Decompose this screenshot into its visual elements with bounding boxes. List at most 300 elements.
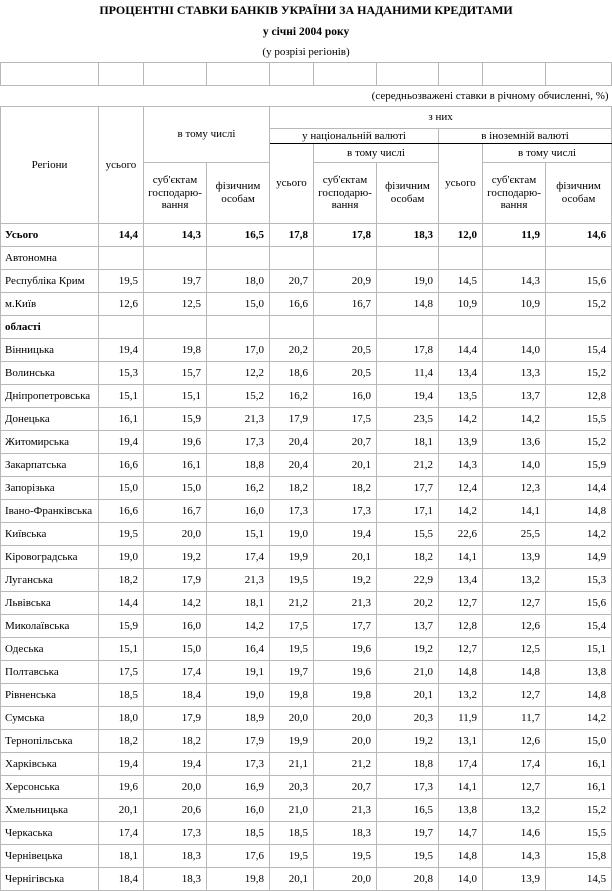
rate-cell: 14,2 xyxy=(439,500,483,523)
rate-cell: 20,3 xyxy=(270,776,314,799)
rate-cell xyxy=(439,247,483,270)
rate-cell: 14,2 xyxy=(144,592,207,615)
rate-cell xyxy=(270,316,314,339)
rate-cell: 14,2 xyxy=(439,408,483,431)
rate-cell: 19,2 xyxy=(144,546,207,569)
rate-cell: 13,8 xyxy=(546,661,612,684)
rate-cell: 15,9 xyxy=(546,454,612,477)
rate-cell: 18,9 xyxy=(207,707,270,730)
rate-cell: 17,5 xyxy=(99,661,144,684)
region-name: Автономна xyxy=(1,247,99,270)
region-name: Житомирська xyxy=(1,431,99,454)
rate-cell: 14,2 xyxy=(207,615,270,638)
header-national: у національній валюті xyxy=(270,129,439,144)
rate-cell: 14,1 xyxy=(439,546,483,569)
region-name: Чернівецька xyxy=(1,845,99,868)
rate-cell: 15,0 xyxy=(144,638,207,661)
rate-cell xyxy=(144,316,207,339)
rate-cell: 18,4 xyxy=(99,868,144,891)
rate-cell: 20,0 xyxy=(314,707,377,730)
table-row xyxy=(1,730,612,753)
rate-cell: 18,6 xyxy=(270,362,314,385)
header-national-total: усього xyxy=(270,144,314,224)
rate-cell: 19,7 xyxy=(144,270,207,293)
rate-cell: 22,9 xyxy=(377,569,439,592)
rate-cell: 12,3 xyxy=(483,477,546,500)
rate-cell: 18,8 xyxy=(207,454,270,477)
rate-cell: 19,5 xyxy=(377,845,439,868)
rate-cell: 19,5 xyxy=(99,270,144,293)
region-name: області xyxy=(1,316,99,339)
header-regions: Регіони xyxy=(1,107,99,224)
table-row xyxy=(1,569,612,592)
rate-cell: 15,0 xyxy=(144,477,207,500)
region-name: Запорізька xyxy=(1,477,99,500)
rate-cell: 15,9 xyxy=(144,408,207,431)
rate-cell: 16,2 xyxy=(270,385,314,408)
table-row xyxy=(1,661,612,684)
rate-cell: 11,7 xyxy=(483,707,546,730)
rate-cell: 14,8 xyxy=(439,661,483,684)
rate-cell: 14,0 xyxy=(439,868,483,891)
rate-cell: 20,4 xyxy=(270,431,314,454)
rate-cell: 17,6 xyxy=(207,845,270,868)
rate-cell: 17,8 xyxy=(270,224,314,247)
region-name: Івано-Франківська xyxy=(1,500,99,523)
rate-cell: 17,9 xyxy=(144,569,207,592)
rate-cell: 13,4 xyxy=(439,362,483,385)
region-name: Одеська xyxy=(1,638,99,661)
rate-cell: 14,6 xyxy=(483,822,546,845)
rate-cell xyxy=(99,247,144,270)
rate-cell: 13,9 xyxy=(439,431,483,454)
region-name: Дніпропетровська xyxy=(1,385,99,408)
rate-cell: 13,8 xyxy=(439,799,483,822)
rate-cell: 11,4 xyxy=(377,362,439,385)
rate-cell: 15,5 xyxy=(546,822,612,845)
rate-cell: 19,8 xyxy=(314,684,377,707)
units-note: (середньозважені ставки в річному обчисленні, %) xyxy=(1,86,612,107)
rate-cell: 17,7 xyxy=(377,477,439,500)
rate-cell: 15,8 xyxy=(546,845,612,868)
rate-cell: 21,2 xyxy=(377,454,439,477)
table-row xyxy=(1,546,612,569)
rate-cell: 20,2 xyxy=(270,339,314,362)
rate-cell: 12,6 xyxy=(483,615,546,638)
rate-cell: 14,4 xyxy=(99,592,144,615)
header-foreign-individuals: фізичним особам xyxy=(546,163,612,224)
table-row xyxy=(1,707,612,730)
region-name: м.Київ xyxy=(1,293,99,316)
rate-cell: 17,3 xyxy=(314,500,377,523)
rate-cell: 15,1 xyxy=(144,385,207,408)
rate-cell: 12,7 xyxy=(483,592,546,615)
rate-cell: 15,0 xyxy=(546,730,612,753)
rate-cell xyxy=(207,247,270,270)
rate-cell: 17,9 xyxy=(270,408,314,431)
rate-cell: 10,9 xyxy=(439,293,483,316)
table-row xyxy=(1,638,612,661)
rate-cell: 18,8 xyxy=(377,753,439,776)
rate-cell: 17,7 xyxy=(314,615,377,638)
rate-cell: 20,1 xyxy=(377,684,439,707)
rate-cell xyxy=(270,247,314,270)
header-national-business: суб'єктам господарю-вання xyxy=(314,163,377,224)
header-individuals: фізичним особам xyxy=(207,163,270,224)
rate-cell: 19,5 xyxy=(270,638,314,661)
rate-cell: 15,1 xyxy=(99,638,144,661)
rate-cell: 13,9 xyxy=(483,546,546,569)
rate-cell: 12,4 xyxy=(439,477,483,500)
rate-cell: 19,5 xyxy=(314,845,377,868)
rate-cell: 15,1 xyxy=(546,638,612,661)
rate-cell: 17,9 xyxy=(144,707,207,730)
rate-cell: 19,6 xyxy=(314,661,377,684)
rate-cell: 21,3 xyxy=(207,569,270,592)
region-name: Вінницька xyxy=(1,339,99,362)
rate-cell: 12,8 xyxy=(439,615,483,638)
rate-cell: 20,5 xyxy=(314,362,377,385)
rate-cell: 17,5 xyxy=(270,615,314,638)
rate-cell: 19,6 xyxy=(314,638,377,661)
rate-cell: 20,1 xyxy=(99,799,144,822)
rate-cell: 20,7 xyxy=(314,776,377,799)
rate-cell: 15,2 xyxy=(546,431,612,454)
rate-cell: 15,6 xyxy=(546,270,612,293)
rate-cell: 19,4 xyxy=(99,431,144,454)
rate-cell: 12,5 xyxy=(483,638,546,661)
rate-cell xyxy=(207,316,270,339)
rate-cell: 13,7 xyxy=(483,385,546,408)
rate-cell: 20,2 xyxy=(377,592,439,615)
rate-cell: 20,0 xyxy=(314,730,377,753)
rate-cell: 13,2 xyxy=(483,799,546,822)
rate-cell: 21,0 xyxy=(270,799,314,822)
rate-cell: 12,6 xyxy=(99,293,144,316)
rate-cell: 17,4 xyxy=(439,753,483,776)
rate-cell: 19,5 xyxy=(270,845,314,868)
rate-cell: 19,6 xyxy=(144,431,207,454)
rate-cell: 17,8 xyxy=(314,224,377,247)
rate-cell: 14,2 xyxy=(546,523,612,546)
rate-cell: 15,2 xyxy=(546,293,612,316)
header-foreign-total: усього xyxy=(439,144,483,224)
rate-cell: 20,7 xyxy=(314,431,377,454)
rate-cell: 19,0 xyxy=(270,523,314,546)
header-total: усього xyxy=(99,107,144,224)
rate-cell: 19,6 xyxy=(99,776,144,799)
table-row xyxy=(1,477,612,500)
table-row xyxy=(1,431,612,454)
rate-cell: 18,1 xyxy=(377,431,439,454)
rate-cell: 19,2 xyxy=(314,569,377,592)
rate-cell: 12,8 xyxy=(546,385,612,408)
rate-cell: 14,5 xyxy=(439,270,483,293)
rate-cell: 15,1 xyxy=(207,523,270,546)
rate-cell: 20,3 xyxy=(377,707,439,730)
rate-cell: 13,2 xyxy=(483,569,546,592)
rate-cell: 17,3 xyxy=(207,753,270,776)
rate-cell: 14,8 xyxy=(483,661,546,684)
rate-cell: 19,5 xyxy=(99,523,144,546)
rate-cell: 18,3 xyxy=(377,224,439,247)
rate-cell: 16,7 xyxy=(144,500,207,523)
rate-cell: 20,0 xyxy=(144,523,207,546)
rate-cell xyxy=(377,316,439,339)
rate-cell: 13,3 xyxy=(483,362,546,385)
rate-cell: 15,5 xyxy=(546,408,612,431)
rate-cell xyxy=(144,247,207,270)
rate-cell: 20,4 xyxy=(270,454,314,477)
rate-cell: 14,7 xyxy=(439,822,483,845)
kyiv-city-row xyxy=(1,293,612,316)
rate-cell: 15,2 xyxy=(207,385,270,408)
rate-cell: 16,0 xyxy=(144,615,207,638)
rate-cell: 11,9 xyxy=(483,224,546,247)
rate-cell: 17,1 xyxy=(377,500,439,523)
rate-cell: 12,2 xyxy=(207,362,270,385)
rate-cell: 14,3 xyxy=(483,270,546,293)
rate-cell: 17,3 xyxy=(270,500,314,523)
rate-cell: 14,0 xyxy=(483,454,546,477)
rate-cell: 15,4 xyxy=(546,615,612,638)
rate-cell: 20,0 xyxy=(144,776,207,799)
table-row xyxy=(1,868,612,891)
rate-cell: 18,2 xyxy=(144,730,207,753)
rate-cell: 15,0 xyxy=(207,293,270,316)
rate-cell xyxy=(546,316,612,339)
rate-cell xyxy=(314,316,377,339)
rate-cell: 20,6 xyxy=(144,799,207,822)
rate-cell: 25,5 xyxy=(483,523,546,546)
header-of-which: в тому числі xyxy=(144,107,270,163)
rate-cell: 14,4 xyxy=(546,477,612,500)
rate-cell: 18,3 xyxy=(144,868,207,891)
rate-cell: 18,2 xyxy=(377,546,439,569)
rate-cell: 17,4 xyxy=(144,661,207,684)
total-row xyxy=(1,224,612,247)
rate-cell: 19,8 xyxy=(270,684,314,707)
rate-cell: 14,1 xyxy=(439,776,483,799)
rate-cell: 13,4 xyxy=(439,569,483,592)
rate-cell: 12,7 xyxy=(483,684,546,707)
crimea-row xyxy=(1,270,612,293)
rate-cell: 23,5 xyxy=(377,408,439,431)
rate-cell: 16,1 xyxy=(546,753,612,776)
rate-cell: 19,4 xyxy=(314,523,377,546)
rate-cell: 15,0 xyxy=(99,477,144,500)
rate-cell: 17,4 xyxy=(207,546,270,569)
region-name: Київська xyxy=(1,523,99,546)
rate-cell: 14,3 xyxy=(439,454,483,477)
table-row xyxy=(1,500,612,523)
rate-cell: 14,8 xyxy=(439,845,483,868)
table-row xyxy=(1,592,612,615)
rate-cell xyxy=(483,247,546,270)
rate-cell: 13,2 xyxy=(439,684,483,707)
rate-cell: 20,1 xyxy=(270,868,314,891)
rate-cell: 20,1 xyxy=(314,454,377,477)
table-row xyxy=(1,339,612,362)
rate-cell xyxy=(314,247,377,270)
rate-cell: 18,0 xyxy=(99,707,144,730)
rate-cell: 13,1 xyxy=(439,730,483,753)
table-row xyxy=(1,523,612,546)
region-name: Рівненська xyxy=(1,684,99,707)
rate-cell: 16,1 xyxy=(144,454,207,477)
rate-cell: 15,2 xyxy=(546,362,612,385)
rate-cell: 17,0 xyxy=(207,339,270,362)
rate-cell: 16,2 xyxy=(207,477,270,500)
rate-cell: 15,3 xyxy=(546,569,612,592)
rate-cell: 18,2 xyxy=(99,730,144,753)
rate-cell xyxy=(99,316,144,339)
rate-cell: 15,3 xyxy=(99,362,144,385)
rate-cell: 19,8 xyxy=(207,868,270,891)
rate-cell: 17,3 xyxy=(207,431,270,454)
rate-cell: 11,9 xyxy=(439,707,483,730)
rate-cell: 19,4 xyxy=(377,385,439,408)
rate-cell: 14,2 xyxy=(546,707,612,730)
header-foreign: в іноземній валюті xyxy=(439,129,612,144)
rate-cell: 21,0 xyxy=(377,661,439,684)
rate-cell: 19,0 xyxy=(377,270,439,293)
rate-cell: 10,9 xyxy=(483,293,546,316)
rate-cell: 14,6 xyxy=(546,224,612,247)
rate-cell: 16,9 xyxy=(207,776,270,799)
rate-cell: 16,6 xyxy=(99,500,144,523)
rate-cell: 16,5 xyxy=(377,799,439,822)
rate-cell: 14,0 xyxy=(483,339,546,362)
rate-cell: 16,4 xyxy=(207,638,270,661)
rate-cell: 21,3 xyxy=(207,408,270,431)
rate-cell: 18,1 xyxy=(207,592,270,615)
rate-cell xyxy=(439,316,483,339)
header-foreign-business: суб'єктам господарю-вання xyxy=(483,163,546,224)
rate-cell: 19,4 xyxy=(144,753,207,776)
rate-cell: 12,0 xyxy=(439,224,483,247)
rate-cell: 12,5 xyxy=(144,293,207,316)
rate-cell: 22,6 xyxy=(439,523,483,546)
rate-cell: 16,6 xyxy=(270,293,314,316)
rate-cell: 18,2 xyxy=(99,569,144,592)
rate-cell: 17,4 xyxy=(99,822,144,845)
rate-cell: 14,5 xyxy=(546,868,612,891)
rate-cell: 14,8 xyxy=(546,500,612,523)
oblasts-label-row xyxy=(1,316,612,339)
rate-cell: 21,3 xyxy=(314,799,377,822)
rate-cell: 20,0 xyxy=(314,868,377,891)
rate-cell: 20,0 xyxy=(270,707,314,730)
header-national-individuals: фізичним особам xyxy=(377,163,439,224)
rate-cell: 20,7 xyxy=(270,270,314,293)
region-name: Волинська xyxy=(1,362,99,385)
table-row xyxy=(1,454,612,477)
region-name: Закарпатська xyxy=(1,454,99,477)
rate-cell: 18,2 xyxy=(314,477,377,500)
region-name: Херсонська xyxy=(1,776,99,799)
rate-cell: 19,7 xyxy=(270,661,314,684)
crimea-label-row xyxy=(1,247,612,270)
rate-cell: 17,4 xyxy=(483,753,546,776)
rate-cell: 15,2 xyxy=(546,799,612,822)
rate-cell: 14,9 xyxy=(546,546,612,569)
rate-cell: 12,7 xyxy=(439,638,483,661)
rate-cell: 13,7 xyxy=(377,615,439,638)
region-name: Львівська xyxy=(1,592,99,615)
table-period: у січні 2004 року xyxy=(262,25,350,38)
rate-cell: 15,7 xyxy=(144,362,207,385)
rate-cell: 19,2 xyxy=(377,730,439,753)
rate-cell: 17,5 xyxy=(314,408,377,431)
rate-cell: 19,0 xyxy=(99,546,144,569)
rate-cell: 18,5 xyxy=(99,684,144,707)
rate-cell xyxy=(377,247,439,270)
table-row xyxy=(1,776,612,799)
rate-cell: 20,8 xyxy=(377,868,439,891)
rate-cell: 20,1 xyxy=(314,546,377,569)
region-name: Сумська xyxy=(1,707,99,730)
rate-cell: 12,7 xyxy=(483,776,546,799)
rate-cell: 18,2 xyxy=(270,477,314,500)
rate-cell: 19,8 xyxy=(144,339,207,362)
rate-cell: 12,6 xyxy=(483,730,546,753)
region-name: Чернігівська xyxy=(1,868,99,891)
rate-cell: 14,3 xyxy=(144,224,207,247)
table-row xyxy=(1,799,612,822)
rate-cell: 15,6 xyxy=(546,592,612,615)
rate-cell: 16,7 xyxy=(314,293,377,316)
rate-cell: 19,9 xyxy=(270,730,314,753)
region-name: Харківська xyxy=(1,753,99,776)
rate-cell: 21,2 xyxy=(270,592,314,615)
region-name: Полтавська xyxy=(1,661,99,684)
rate-cell: 15,1 xyxy=(99,385,144,408)
table-row xyxy=(1,615,612,638)
table-breakdown: (у розрізі регіонів) xyxy=(262,46,350,59)
rate-cell: 19,4 xyxy=(99,753,144,776)
rate-cell: 20,9 xyxy=(314,270,377,293)
table-row xyxy=(1,684,612,707)
rate-cell: 21,2 xyxy=(314,753,377,776)
rate-cell: 19,4 xyxy=(99,339,144,362)
rate-cell: 19,1 xyxy=(207,661,270,684)
rate-cell: 13,9 xyxy=(483,868,546,891)
rate-cell xyxy=(546,247,612,270)
header-business: суб'єктам господарю-вання xyxy=(144,163,207,224)
table-row xyxy=(1,822,612,845)
rate-cell: 13,5 xyxy=(439,385,483,408)
region-name: Усього xyxy=(1,224,99,247)
rate-cell: 16,1 xyxy=(99,408,144,431)
rate-cell: 17,8 xyxy=(377,339,439,362)
rate-cell: 19,5 xyxy=(270,569,314,592)
rate-cell: 18,4 xyxy=(144,684,207,707)
table-title: ПРОЦЕНТНІ СТАВКИ БАНКІВ УКРАЇНИ ЗА НАДАНИМИ КРЕДИТАМИ xyxy=(99,3,513,18)
region-name: Кіровоградська xyxy=(1,546,99,569)
rate-cell: 17,9 xyxy=(207,730,270,753)
rate-cell: 18,3 xyxy=(144,845,207,868)
rate-cell: 16,0 xyxy=(314,385,377,408)
rate-cell: 12,7 xyxy=(439,592,483,615)
rate-cell: 15,4 xyxy=(546,339,612,362)
rate-cell: 16,5 xyxy=(207,224,270,247)
region-name: Донецька xyxy=(1,408,99,431)
rate-cell: 16,1 xyxy=(546,776,612,799)
rate-cell: 14,3 xyxy=(483,845,546,868)
rate-cell xyxy=(483,316,546,339)
rate-cell: 15,5 xyxy=(377,523,439,546)
